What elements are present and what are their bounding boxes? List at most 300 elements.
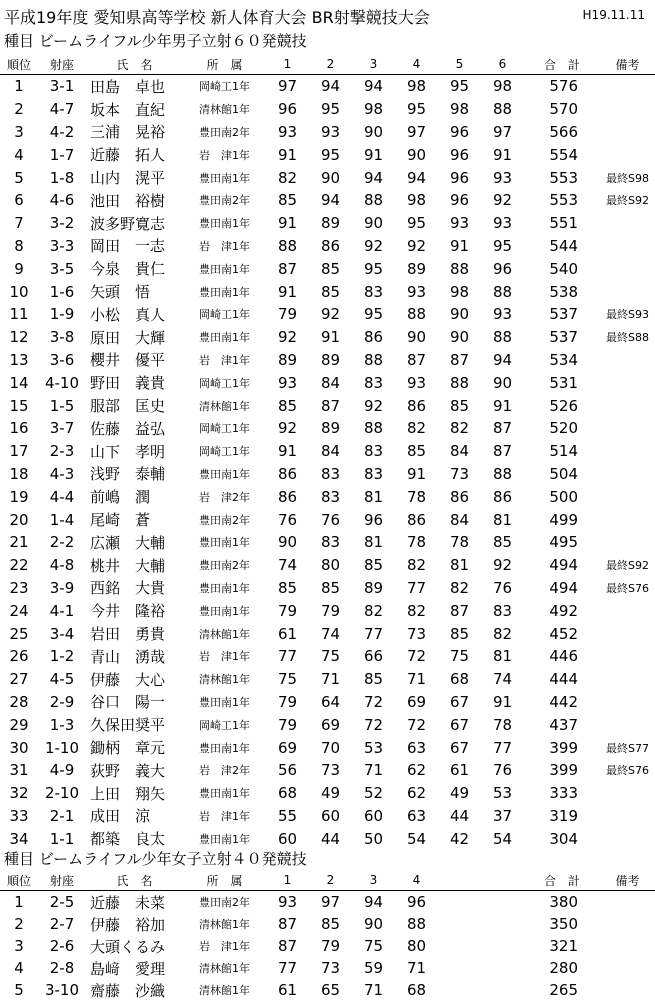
date-label: H19.11.11 [582, 8, 645, 22]
total-cell: 265 [549, 981, 578, 999]
score-cell: 91 [406, 464, 427, 483]
score-cell: 69 [406, 692, 427, 711]
rank-cell: 31 [9, 761, 29, 780]
score-cell: 90 [277, 533, 298, 552]
table-row [0, 440, 655, 463]
total-cell: 452 [549, 624, 578, 643]
rank-cell: 8 [14, 236, 24, 255]
school-cell: 豊田南1年 [199, 467, 250, 481]
lane-cell: 3-2 [49, 214, 75, 233]
score-cell: 71 [363, 761, 384, 780]
column-header: 所 属 [183, 54, 266, 75]
name-cell: 野田 義貴 [90, 374, 166, 393]
total-cell: 500 [549, 487, 578, 506]
score-cell: 91 [492, 396, 513, 415]
name-cell: 岩田 勇貴 [90, 625, 166, 644]
name-cell: 谷口 陽一 [90, 693, 166, 712]
total-cell: 499 [549, 510, 578, 529]
total-cell: 492 [549, 601, 578, 620]
score-cell: 89 [363, 578, 384, 597]
total-cell: 304 [549, 829, 578, 848]
note-cell [600, 805, 655, 828]
score-cell: 95 [492, 236, 513, 255]
column-header: 2 [309, 870, 352, 891]
lane-cell: 4-6 [49, 191, 75, 210]
total-cell: 444 [549, 670, 578, 689]
note-cell [600, 913, 655, 935]
score-cell: 75 [363, 937, 384, 955]
note-cell [600, 98, 655, 121]
score-cell: 83 [363, 282, 384, 301]
name-cell: 三浦 晃裕 [90, 123, 166, 142]
lane-cell: 4-1 [49, 601, 75, 620]
score-cell: 63 [406, 806, 427, 825]
name-cell: 伊藤 大心 [90, 670, 166, 689]
score-cell: 87 [449, 350, 470, 369]
header-row [0, 870, 655, 891]
total-cell: 280 [549, 959, 578, 977]
score-cell: 61 [277, 624, 298, 643]
score-cell: 83 [363, 373, 384, 392]
school-cell: 清林館1年 [199, 984, 250, 997]
name-cell: 上田 翔矢 [90, 784, 166, 803]
score-cell: 95 [363, 259, 384, 278]
score-cell: 56 [277, 761, 298, 780]
score-cell: 82 [449, 419, 470, 438]
lane-cell: 4-5 [49, 670, 75, 689]
event-title-women: 種目 ビームライフル少年女子立射４０発競技 [4, 850, 307, 868]
score-cell: 49 [320, 784, 341, 803]
note-cell [600, 440, 655, 463]
table-body [0, 891, 655, 1001]
score-cell: 93 [449, 214, 470, 233]
score-cell: 77 [363, 624, 384, 643]
score-cell: 96 [449, 122, 470, 141]
score-cell: 79 [277, 305, 298, 324]
note-cell [600, 645, 655, 668]
table-row [0, 189, 655, 212]
rank-cell: 28 [9, 692, 29, 711]
score-cell: 87 [492, 419, 513, 438]
column-header: 4 [395, 54, 438, 75]
score-cell: 87 [277, 937, 298, 955]
rank-cell: 2 [14, 100, 24, 119]
score-cell: 71 [363, 981, 384, 999]
name-cell: 西銘 大貴 [90, 579, 166, 598]
school-cell: 豊田南2年 [199, 125, 250, 139]
note-cell [600, 371, 655, 394]
table-row [0, 394, 655, 417]
score-cell: 89 [320, 419, 341, 438]
name-cell: 近藤 拓人 [90, 146, 166, 165]
score-cell: 78 [406, 533, 427, 552]
score-cell: 55 [277, 806, 298, 825]
note-cell: 最終S88 [606, 331, 649, 345]
score-cell: 73 [449, 464, 470, 483]
school-cell: 豊田南1年 [199, 331, 250, 345]
table-row [0, 257, 655, 280]
column-header: 3 [352, 54, 395, 75]
score-cell: 78 [449, 533, 470, 552]
lane-cell: 4-10 [44, 373, 80, 392]
school-cell: 豊田南2年 [199, 559, 250, 573]
name-cell: 前嶋 潤 [90, 488, 151, 507]
score-cell: 93 [492, 168, 513, 187]
total-cell: 531 [549, 373, 578, 392]
score-cell: 84 [449, 510, 470, 529]
table-row [0, 827, 655, 850]
table-row [0, 622, 655, 645]
rank-cell: 17 [9, 442, 29, 461]
school-cell: 岡崎工1年 [199, 308, 250, 322]
school-cell: 清林館1年 [199, 399, 250, 413]
total-cell: 321 [549, 937, 578, 955]
table-row [0, 75, 655, 98]
note-cell [600, 827, 655, 850]
score-cell: 62 [406, 761, 427, 780]
rank-cell: 14 [9, 373, 29, 392]
rank-cell: 13 [9, 350, 29, 369]
score-cell: 72 [363, 715, 384, 734]
rank-cell: 1 [14, 77, 24, 96]
name-cell: 今井 隆裕 [90, 602, 166, 621]
score-cell: 76 [320, 510, 341, 529]
note-cell: 最終S93 [606, 308, 649, 322]
score-cell: 86 [277, 464, 298, 483]
lane-cell: 1-5 [49, 396, 75, 415]
total-cell: 554 [549, 145, 578, 164]
note-cell [600, 143, 655, 166]
name-cell: 小松 真人 [90, 305, 166, 324]
score-cell: 90 [363, 122, 384, 141]
name-cell: 浅野 泰輔 [90, 465, 166, 484]
score-cell: 88 [363, 419, 384, 438]
school-cell: 岩 津2年 [199, 490, 250, 504]
score-cell: 81 [492, 647, 513, 666]
name-cell: 今泉 貴仁 [90, 260, 166, 279]
school-cell: 岩 津2年 [199, 764, 250, 778]
note-cell [600, 979, 655, 1001]
rank-cell: 1 [14, 893, 24, 911]
score-cell: 67 [449, 692, 470, 711]
score-cell: 90 [320, 168, 341, 187]
score-cell: 85 [320, 259, 341, 278]
note-cell [600, 121, 655, 144]
score-cell: 85 [363, 670, 384, 689]
score-cell: 82 [406, 601, 427, 620]
school-cell: 清林館1年 [199, 918, 250, 931]
name-cell: 近藤 未菜 [90, 893, 166, 912]
score-cell: 68 [449, 670, 470, 689]
total-cell: 538 [549, 282, 578, 301]
table-row [0, 326, 655, 349]
rank-cell: 2 [14, 915, 24, 933]
lane-cell: 3-8 [49, 328, 75, 347]
name-cell: 原田 大輝 [90, 328, 166, 347]
score-cell: 90 [449, 305, 470, 324]
lane-cell: 2-8 [49, 959, 75, 977]
name-cell: 尾崎 蒼 [90, 511, 151, 530]
total-cell: 504 [549, 464, 578, 483]
table-row [0, 805, 655, 828]
column-header: 氏 名 [86, 870, 183, 891]
name-cell: 大頭くるみ [90, 937, 166, 956]
score-cell: 90 [406, 328, 427, 347]
rank-cell: 9 [14, 259, 24, 278]
score-cell: 54 [406, 829, 427, 848]
school-cell: 岡崎工1年 [199, 718, 250, 732]
column-header: 順位 [0, 54, 38, 75]
total-cell: 534 [549, 350, 578, 369]
note-cell [600, 668, 655, 691]
lane-cell: 3-5 [49, 259, 75, 278]
score-cell: 95 [406, 100, 427, 119]
school-cell: 豊田南1年 [199, 536, 250, 550]
score-cell: 82 [492, 624, 513, 643]
column-header: 6 [481, 54, 524, 75]
score-cell: 93 [277, 122, 298, 141]
note-cell [600, 485, 655, 508]
score-cell: 92 [320, 305, 341, 324]
lane-cell: 3-3 [49, 236, 75, 255]
score-cell: 74 [320, 624, 341, 643]
lane-cell: 2-7 [49, 915, 75, 933]
table-row [0, 759, 655, 782]
note-cell [600, 622, 655, 645]
column-header: 4 [395, 870, 438, 891]
school-cell: 岩 津1年 [199, 353, 250, 367]
score-cell [438, 979, 481, 1001]
score-cell: 91 [277, 282, 298, 301]
school-cell: 岩 津1年 [199, 148, 250, 162]
column-header [438, 870, 481, 891]
lane-cell: 3-6 [49, 350, 75, 369]
table-row [0, 485, 655, 508]
column-header: 3 [352, 870, 395, 891]
score-cell: 86 [406, 396, 427, 415]
name-cell: 広瀬 大輔 [90, 533, 166, 552]
score-cell: 85 [406, 442, 427, 461]
school-cell: 豊田南1年 [199, 581, 250, 595]
score-cell: 96 [449, 168, 470, 187]
name-cell: 島﨑 愛理 [90, 959, 166, 978]
total-cell: 437 [549, 715, 578, 734]
score-cell: 95 [449, 77, 470, 96]
note-cell [600, 417, 655, 440]
note-cell: 最終S77 [606, 741, 649, 755]
score-cell: 95 [320, 145, 341, 164]
table-row [0, 531, 655, 554]
score-cell: 85 [320, 915, 341, 933]
total-cell: 537 [549, 328, 578, 347]
score-cell: 92 [363, 236, 384, 255]
score-cell: 83 [320, 464, 341, 483]
note-cell [600, 782, 655, 805]
table-row [0, 957, 655, 979]
score-cell: 78 [406, 487, 427, 506]
score-cell: 98 [449, 100, 470, 119]
score-cell: 63 [406, 738, 427, 757]
score-cell: 64 [320, 692, 341, 711]
column-header: 1 [266, 54, 309, 75]
score-cell: 77 [406, 578, 427, 597]
school-cell: 清林館1年 [199, 962, 250, 975]
score-cell: 70 [320, 738, 341, 757]
total-cell: 544 [549, 236, 578, 255]
score-cell: 85 [363, 556, 384, 575]
rank-cell: 23 [9, 578, 29, 597]
lane-cell: 3-1 [49, 77, 75, 96]
name-cell: 齋藤 沙織 [90, 981, 166, 1000]
column-header: 5 [438, 54, 481, 75]
total-cell: 442 [549, 692, 578, 711]
score-cell: 86 [320, 236, 341, 255]
note-cell [600, 508, 655, 531]
page-title: 平成19年度 愛知県高等学校 新人体育大会 BR射撃競技大会 [4, 8, 430, 27]
score-cell: 89 [320, 350, 341, 369]
score-cell: 90 [363, 214, 384, 233]
score-cell: 80 [320, 556, 341, 575]
note-cell: 最終S76 [606, 581, 649, 595]
column-header [481, 870, 524, 891]
school-cell: 岩 津1年 [199, 940, 250, 953]
lane-cell: 3-9 [49, 578, 75, 597]
note-cell [600, 280, 655, 303]
school-cell: 豊田南1年 [199, 787, 250, 801]
lane-cell: 2-9 [49, 692, 75, 711]
score-cell: 59 [363, 959, 384, 977]
score-cell: 97 [320, 893, 341, 911]
total-cell: 494 [549, 556, 578, 575]
school-cell: 豊田南1年 [199, 285, 250, 299]
table-row [0, 668, 655, 691]
score-cell: 69 [277, 738, 298, 757]
name-cell: 久保田奨平 [90, 716, 166, 735]
name-cell: 成田 涼 [90, 807, 151, 826]
lane-cell: 3-7 [49, 419, 75, 438]
note-cell [600, 235, 655, 258]
table-row [0, 349, 655, 372]
score-cell: 71 [406, 959, 427, 977]
score-cell: 98 [449, 282, 470, 301]
name-cell: 山内 滉平 [90, 169, 166, 188]
score-cell: 82 [449, 578, 470, 597]
score-cell: 82 [363, 601, 384, 620]
score-cell: 86 [449, 487, 470, 506]
lane-cell: 2-6 [49, 937, 75, 955]
rank-cell: 5 [14, 981, 24, 999]
score-cell: 98 [492, 77, 513, 96]
score-cell: 89 [277, 350, 298, 369]
name-cell: 池田 裕樹 [90, 191, 166, 210]
table-row [0, 463, 655, 486]
rank-cell: 25 [9, 624, 29, 643]
column-header: 氏 名 [86, 54, 183, 75]
table-row [0, 645, 655, 668]
total-cell: 570 [549, 100, 578, 119]
table-row [0, 508, 655, 531]
rank-cell: 33 [9, 806, 29, 825]
lane-cell: 2-5 [49, 893, 75, 911]
score-cell [481, 891, 524, 914]
table-row [0, 554, 655, 577]
score-cell: 88 [277, 236, 298, 255]
lane-cell: 4-4 [49, 487, 75, 506]
name-cell: 服部 匡史 [90, 397, 166, 416]
score-cell: 93 [277, 373, 298, 392]
table-row [0, 280, 655, 303]
score-cell: 93 [492, 214, 513, 233]
score-cell: 82 [406, 556, 427, 575]
score-cell: 93 [406, 373, 427, 392]
score-cell: 61 [277, 981, 298, 999]
score-cell: 88 [449, 259, 470, 278]
rank-cell: 21 [9, 533, 29, 552]
score-cell: 50 [363, 829, 384, 848]
table-row [0, 891, 655, 914]
score-cell: 85 [449, 396, 470, 415]
score-cell: 98 [406, 191, 427, 210]
note-cell [600, 891, 655, 914]
lane-cell: 1-2 [49, 647, 75, 666]
total-cell: 333 [549, 784, 578, 803]
note-cell [600, 713, 655, 736]
rank-cell: 32 [9, 784, 29, 803]
score-cell: 44 [449, 806, 470, 825]
lane-cell: 4-2 [49, 122, 75, 141]
score-cell: 89 [320, 214, 341, 233]
total-cell: 553 [549, 191, 578, 210]
name-cell: 青山 湧哉 [90, 647, 166, 666]
score-cell: 79 [277, 692, 298, 711]
score-cell: 76 [277, 510, 298, 529]
score-cell: 91 [320, 328, 341, 347]
score-cell: 93 [406, 282, 427, 301]
score-cell: 68 [406, 981, 427, 999]
score-cell: 82 [277, 168, 298, 187]
school-cell: 清林館1年 [199, 103, 250, 117]
score-cell: 85 [277, 396, 298, 415]
score-cell: 98 [406, 77, 427, 96]
score-cell [438, 935, 481, 957]
score-cell: 53 [363, 738, 384, 757]
school-cell: 岩 津1年 [199, 650, 250, 664]
score-cell: 72 [406, 647, 427, 666]
lane-cell: 1-1 [49, 829, 75, 848]
header-row [0, 54, 655, 75]
score-cell: 69 [320, 715, 341, 734]
score-cell: 88 [406, 305, 427, 324]
lane-cell: 2-2 [49, 533, 75, 552]
score-cell: 96 [363, 510, 384, 529]
score-cell: 91 [277, 145, 298, 164]
lane-cell: 1-6 [49, 282, 75, 301]
table-row [0, 417, 655, 440]
name-cell: 山下 孝明 [90, 442, 166, 461]
name-cell: 荻野 義大 [90, 761, 166, 780]
table-row [0, 98, 655, 121]
school-cell: 豊田南1年 [199, 604, 250, 618]
column-header: 1 [266, 870, 309, 891]
score-cell: 88 [492, 282, 513, 301]
note-cell [600, 75, 655, 98]
score-cell: 88 [363, 191, 384, 210]
lane-cell: 4-8 [49, 556, 75, 575]
score-cell: 96 [277, 100, 298, 119]
table-row [0, 143, 655, 166]
score-cell: 42 [449, 829, 470, 848]
total-cell: 537 [549, 305, 578, 324]
